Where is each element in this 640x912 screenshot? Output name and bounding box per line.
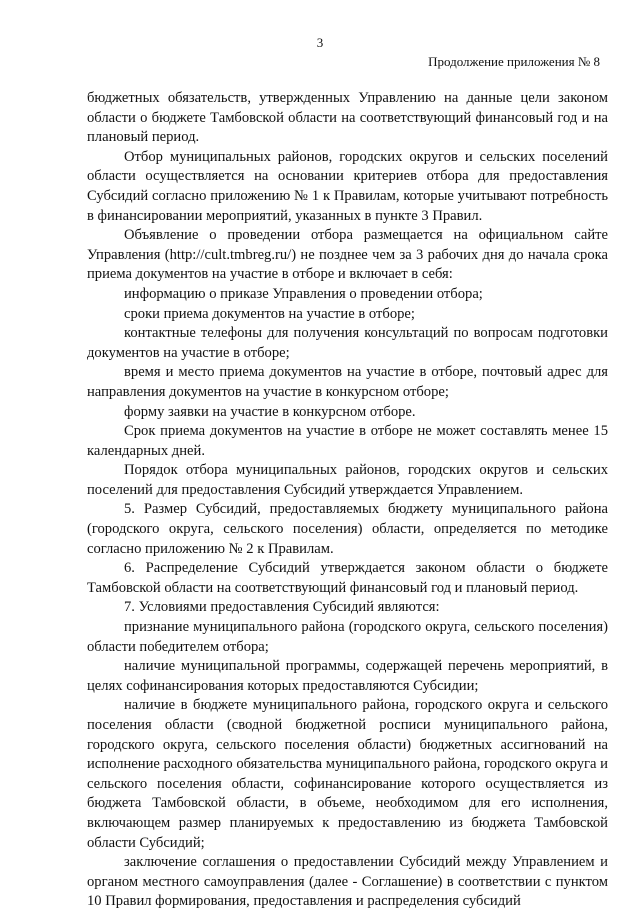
page-number: 3 xyxy=(316,35,324,50)
list-item: сроки приема документов на участие в отборе; xyxy=(124,305,415,322)
list-item: время и место приема документов на участие в отборе, почтовый адрес для направления документов на участие в конкурсном отборе; xyxy=(87,364,608,400)
list-item: признание муниципального района (городского округа, сельского поселения) области победителем отбора; xyxy=(87,619,608,655)
list-item: заключение соглашения о предоставлении Субсидий между Управлением и органом местного самоуправления (далее - Соглашение) в соответствии с пунктом 10 Правил формирования, предоставления и распределения субсидий xyxy=(87,854,608,910)
paragraph: Отбор муниципальных районов, городских округов и сельских поселений области осуществляется на основании критериев отбора для предоставления Субсидий согласно приложению № 1 к Правилам, которые учитывают потребность в финансировании мероприятий, указанных в пункте 3 Правил. xyxy=(87,148,608,224)
paragraph: 6. Распределение Субсидий утверждается законом области о бюджете Тамбовской области на соответствующий финансовый год и плановый период. xyxy=(87,560,608,596)
list-item: форму заявки на участие в конкурсном отборе. xyxy=(124,403,416,420)
paragraph: Порядок отбора муниципальных районов, городских округов и сельских поселений для предоставления Субсидий утверждается Управлением. xyxy=(87,462,608,498)
paragraph: 5. Размер Субсидий, предоставляемых бюджету муниципального района (городского округа, сельского поселения) области, определяется по методике согласно приложению № 2 к Правилам. xyxy=(87,501,608,557)
paragraph: Объявление о проведении отбора размещается на официальном сайте Управления (http://cult.tmbreg.ru/) не позднее чем за 3 рабочих дня до начала срока приема документов на участие в отборе и включает в себя: xyxy=(87,227,608,283)
body-text xyxy=(87,89,608,912)
paragraph: бюджетных обязательств, утвержденных Управлению на данные цели законом области о бюджете Тамбовской области на соответствующий финансовый год и на плановый период. xyxy=(87,90,608,146)
appendix-continuation-label: Продолжение приложения № 8 xyxy=(428,54,600,69)
list-item: наличие муниципальной программы, содержащей перечень мероприятий, в целях софинансирования которых предоставляются Субсидии; xyxy=(87,658,608,694)
list-item: наличие в бюджете муниципального района, городского округа и сельского поселения области (сводной бюджетной росписи муниципального района, городского округа, сельского поселения области) бюджетных ассигнований на исполнение расходного обязательства муниципального района, городского округа и сельского поселения области, софинансирование которого осуществляется из бюджета Тамбовской области, в объеме, необходимом для его исполнения, включающем размер планируемых к предоставлению из бюджета Тамбовской области Субсидий; xyxy=(87,697,608,851)
list-item: контактные телефоны для получения консультаций по вопросам подготовки документов на участие в отборе; xyxy=(87,325,608,361)
list-item: информацию о приказе Управления о проведении отбора; xyxy=(124,285,483,302)
paragraph: 7. Условиями предоставления Субсидий являются: xyxy=(124,599,440,616)
paragraph: Срок приема документов на участие в отборе не может составлять менее 15 календарных дней. xyxy=(87,423,608,459)
